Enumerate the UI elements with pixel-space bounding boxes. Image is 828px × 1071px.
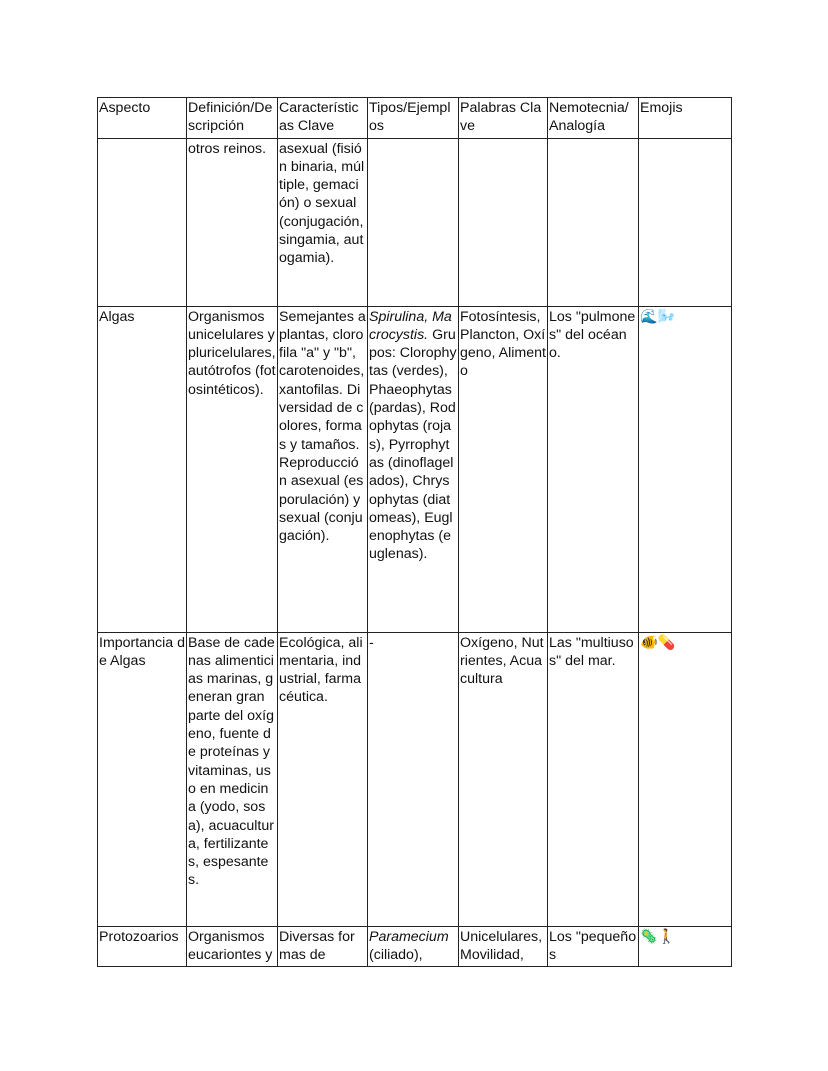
characteristics-cell: Diversas formas de	[278, 926, 368, 967]
types-cell	[368, 306, 459, 632]
header-types: Tipos/Ejemplos	[368, 98, 459, 139]
types-lead: Spirulina, Macrocystis.	[369, 308, 452, 343]
emojis-cell: 🐠💊	[639, 632, 732, 926]
header-emojis: Emojis	[639, 98, 732, 139]
definition-cell: Base de cadenas alimenticias marinas, generan gran parte del oxígeno, fuente de proteínas y vitaminas, uso en medicina (yodo, sosa), acuacultura, fertilizantes, espesantes.	[187, 632, 278, 926]
definition-cell: Organismos unicelulares y pluricelulares, autótrofos (fotosintéticos).	[187, 306, 278, 632]
header-row	[98, 98, 732, 139]
types-cell	[368, 632, 459, 926]
keywords-cell: Unicelulares, Movilidad,	[459, 926, 548, 967]
types-rest: Grupos: Clorophytas (verdes), Phaeophytas (pardas), Rodophytas (rojas), Pyrrophytas (dinoflagelados), Chrysophytas (diatomeas), Euglenophytas (euglenas).	[369, 326, 457, 563]
types-cell	[368, 926, 459, 967]
emojis-cell: 🌊🌬️	[639, 306, 732, 632]
types-lead: Paramecium	[369, 928, 449, 945]
mnemonic-cell: Las "multiusos" del mar.	[548, 632, 639, 926]
emojis-cell: 🦠🚶	[639, 926, 732, 967]
definition-cell: otros reinos.	[187, 138, 278, 306]
aspect-cell: Algas	[98, 306, 187, 632]
header-mnemonic: Nemotecnia/Analogía	[548, 98, 639, 139]
types-rest: -	[369, 634, 374, 651]
keywords-cell: Fotosíntesis, Plancton, Oxígeno, Alimento	[459, 306, 548, 632]
table-row	[98, 306, 732, 632]
characteristics-cell: Semejantes a plantas, clorofila "a" y "b", carotenoides, xantofilas. Diversidad de colores, formas y tamaños. Reproducción asexual (esporulación) y sexual (conjugación).	[278, 306, 368, 632]
definition-cell: Organismos eucariontes y	[187, 926, 278, 967]
aspect-cell: Protozoarios	[98, 926, 187, 967]
aspect-cell	[98, 138, 187, 306]
keywords-cell: Oxígeno, Nutrientes, Acuacultura	[459, 632, 548, 926]
characteristics-cell: Ecológica, alimentaria, industrial, farmacéutica.	[278, 632, 368, 926]
header-characteristics: Características Clave	[278, 98, 368, 139]
keywords-cell	[459, 138, 548, 306]
mnemonic-cell: Los "pulmones" del océano.	[548, 306, 639, 632]
emojis-cell	[639, 138, 732, 306]
table-row	[98, 926, 732, 967]
summary-table	[97, 97, 732, 967]
types-cell	[368, 138, 459, 306]
types-rest: (ciliado),	[369, 946, 423, 963]
characteristics-cell: asexual (fisión binaria, múltiple, gemación) o sexual (conjugación, singamia, autogamia).	[278, 138, 368, 306]
aspect-cell: Importancia de Algas	[98, 632, 187, 926]
header-aspect: Aspecto	[98, 98, 187, 139]
header-definition: Definición/Descripción	[187, 98, 278, 139]
mnemonic-cell	[548, 138, 639, 306]
header-keywords: Palabras Clave	[459, 98, 548, 139]
table-row	[98, 138, 732, 306]
table-row	[98, 632, 732, 926]
mnemonic-cell: Los "pequeños	[548, 926, 639, 967]
